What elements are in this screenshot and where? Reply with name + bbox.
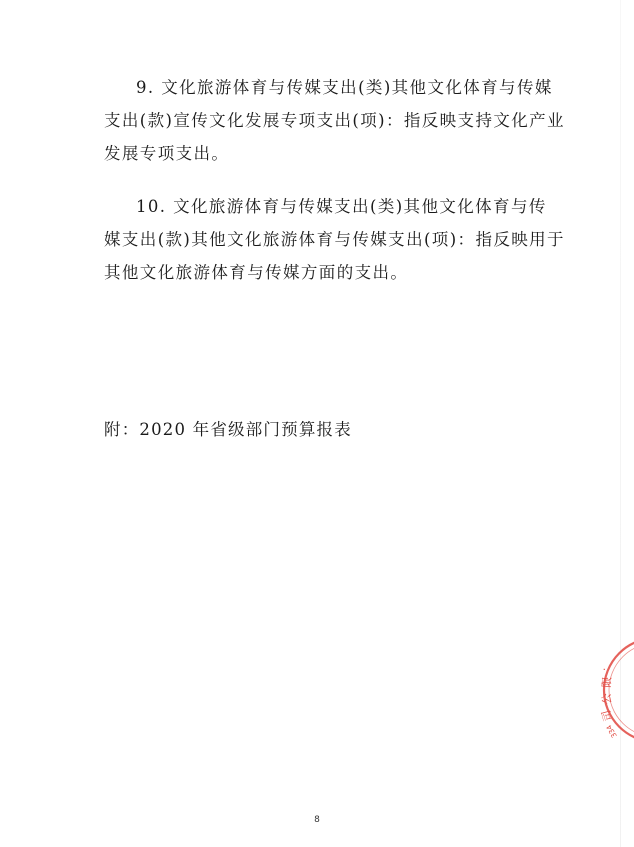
official-seal-stamp (594, 630, 634, 750)
svg-text:司: 司 (599, 708, 615, 723)
paragraph-line: 其他文化旅游体育与传媒方面的支出。 (104, 263, 409, 282)
attachment-note: 附：2020 年省级部门预算报表 (104, 420, 352, 439)
svg-text:·: · (599, 666, 611, 674)
paragraph-line: 9. 文化旅游体育与传媒支出(类)其他文化体育与传媒 (136, 78, 553, 97)
paragraph-line: 媒支出(款)其他文化旅游体育与传媒支出(项)：指反映用于 (104, 230, 565, 249)
paragraph-line: 支出(款)宣传文化发展专项支出(项)：指反映支持文化产业 (104, 111, 565, 130)
paragraph-line: 发展专项支出。 (104, 144, 230, 163)
svg-text:限: 限 (600, 676, 614, 689)
paragraph-item-9 (104, 71, 565, 170)
page-number: 8 (314, 815, 320, 825)
paragraph-item-10 (104, 190, 565, 289)
paragraph-line: 10. 文化旅游体育与传媒支出(类)其他文化体育与传 (136, 197, 547, 216)
svg-text:334: 334 (605, 723, 619, 739)
svg-text:公: 公 (600, 692, 614, 705)
